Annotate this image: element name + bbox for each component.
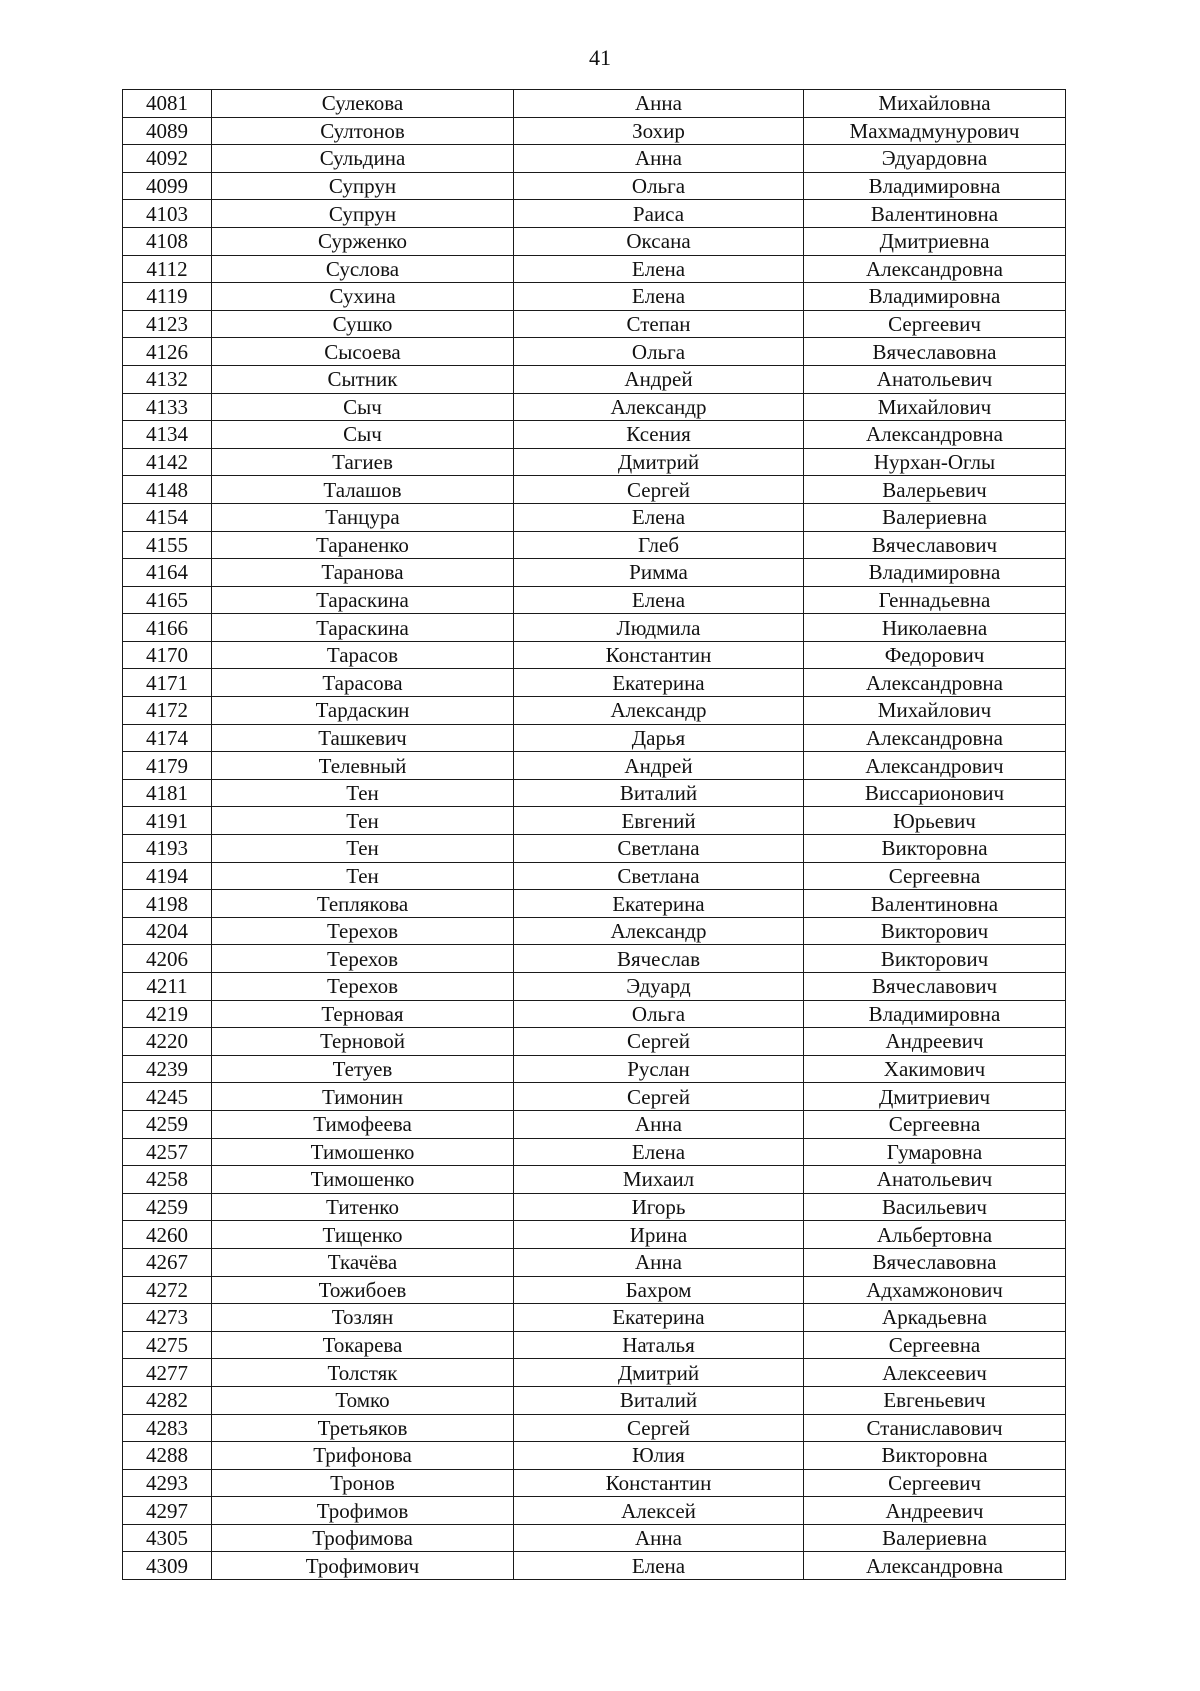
patronymic-cell: Вячеславович	[804, 973, 1066, 1001]
patronymic-cell: Андреевич	[804, 1028, 1066, 1056]
table-row	[123, 476, 1066, 504]
first-name-cell: Елена	[514, 1138, 804, 1166]
record-number-cell: 4288	[123, 1442, 212, 1470]
last-name-cell: Терновой	[212, 1028, 514, 1056]
last-name-cell: Танцура	[212, 503, 514, 531]
last-name-cell: Терехов	[212, 917, 514, 945]
record-number-cell: 4089	[123, 117, 212, 145]
table-row	[123, 724, 1066, 752]
record-number-cell: 4165	[123, 586, 212, 614]
table-row	[123, 145, 1066, 173]
first-name-cell: Зохир	[514, 117, 804, 145]
last-name-cell: Тардаскин	[212, 697, 514, 725]
table-row	[123, 1055, 1066, 1083]
table-row	[123, 283, 1066, 311]
patronymic-cell: Александровна	[804, 669, 1066, 697]
record-number-cell: 4193	[123, 835, 212, 863]
patronymic-cell: Викторович	[804, 917, 1066, 945]
last-name-cell: Третьяков	[212, 1414, 514, 1442]
patronymic-cell: Вячеславовна	[804, 338, 1066, 366]
record-number-cell: 4166	[123, 614, 212, 642]
patronymic-cell: Анатольевич	[804, 1166, 1066, 1194]
first-name-cell: Игорь	[514, 1193, 804, 1221]
patronymic-cell: Сергеевна	[804, 1110, 1066, 1138]
patronymic-cell: Алексеевич	[804, 1359, 1066, 1387]
first-name-cell: Сергей	[514, 1414, 804, 1442]
last-name-cell: Супрун	[212, 200, 514, 228]
record-number-cell: 4164	[123, 559, 212, 587]
patronymic-cell: Альбертовна	[804, 1221, 1066, 1249]
last-name-cell: Тимошенко	[212, 1166, 514, 1194]
patronymic-cell: Геннадьевна	[804, 586, 1066, 614]
record-number-cell: 4259	[123, 1110, 212, 1138]
first-name-cell: Михаил	[514, 1166, 804, 1194]
patronymic-cell: Гумаровна	[804, 1138, 1066, 1166]
patronymic-cell: Юрьевич	[804, 807, 1066, 835]
patronymic-cell: Валерьевич	[804, 476, 1066, 504]
first-name-cell: Анна	[514, 1524, 804, 1552]
table-row	[123, 421, 1066, 449]
record-number-cell: 4219	[123, 1000, 212, 1028]
table-row	[123, 917, 1066, 945]
first-name-cell: Алексей	[514, 1497, 804, 1525]
table-row	[123, 1442, 1066, 1470]
first-name-cell: Анна	[514, 90, 804, 118]
record-number-cell: 4245	[123, 1083, 212, 1111]
first-name-cell: Константин	[514, 641, 804, 669]
first-name-cell: Елена	[514, 1552, 804, 1580]
patronymic-cell: Александровна	[804, 724, 1066, 752]
first-name-cell: Анна	[514, 145, 804, 173]
first-name-cell: Екатерина	[514, 1304, 804, 1332]
patronymic-cell: Виссарионович	[804, 779, 1066, 807]
patronymic-cell: Эдуардовна	[804, 145, 1066, 173]
last-name-cell: Терновая	[212, 1000, 514, 1028]
table-row	[123, 1166, 1066, 1194]
table-row	[123, 862, 1066, 890]
last-name-cell: Трифонова	[212, 1442, 514, 1470]
first-name-cell: Александр	[514, 393, 804, 421]
patronymic-cell: Дмитриевич	[804, 1083, 1066, 1111]
record-number-cell: 4154	[123, 503, 212, 531]
first-name-cell: Сергей	[514, 476, 804, 504]
last-name-cell: Токарева	[212, 1331, 514, 1359]
table-row	[123, 752, 1066, 780]
last-name-cell: Супрун	[212, 172, 514, 200]
table-row	[123, 559, 1066, 587]
table-row	[123, 1000, 1066, 1028]
record-number-cell: 4133	[123, 393, 212, 421]
table-row	[123, 586, 1066, 614]
first-name-cell: Анна	[514, 1110, 804, 1138]
first-name-cell: Руслан	[514, 1055, 804, 1083]
first-name-cell: Екатерина	[514, 890, 804, 918]
table-row	[123, 448, 1066, 476]
record-number-cell: 4171	[123, 669, 212, 697]
patronymic-cell: Аркадьевна	[804, 1304, 1066, 1332]
last-name-cell: Тимофеева	[212, 1110, 514, 1138]
patronymic-cell: Михайлович	[804, 393, 1066, 421]
record-number-cell: 4257	[123, 1138, 212, 1166]
page-number: 41	[589, 45, 611, 70]
last-name-cell: Трофимов	[212, 1497, 514, 1525]
last-name-cell: Тараненко	[212, 531, 514, 559]
table-row	[123, 310, 1066, 338]
table-row	[123, 973, 1066, 1001]
table-row	[123, 1083, 1066, 1111]
table-row	[123, 614, 1066, 642]
patronymic-cell: Михайлович	[804, 697, 1066, 725]
table-row	[123, 1469, 1066, 1497]
first-name-cell: Елена	[514, 503, 804, 531]
record-number-cell: 4174	[123, 724, 212, 752]
table-row	[123, 890, 1066, 918]
last-name-cell: Тимонин	[212, 1083, 514, 1111]
first-name-cell: Сергей	[514, 1028, 804, 1056]
first-name-cell: Ольга	[514, 338, 804, 366]
record-number-cell: 4170	[123, 641, 212, 669]
first-name-cell: Андрей	[514, 365, 804, 393]
last-name-cell: Суслова	[212, 255, 514, 283]
patronymic-cell: Владимировна	[804, 559, 1066, 587]
last-name-cell: Тараскина	[212, 614, 514, 642]
patronymic-cell: Сергеевна	[804, 1331, 1066, 1359]
table-row	[123, 1138, 1066, 1166]
last-name-cell: Тагиев	[212, 448, 514, 476]
record-number-cell: 4099	[123, 172, 212, 200]
patronymic-cell: Александровна	[804, 255, 1066, 283]
first-name-cell: Степан	[514, 310, 804, 338]
patronymic-cell: Сергеевич	[804, 1469, 1066, 1497]
patronymic-cell: Валентиновна	[804, 200, 1066, 228]
record-number-cell: 4198	[123, 890, 212, 918]
record-number-cell: 4123	[123, 310, 212, 338]
record-number-cell: 4155	[123, 531, 212, 559]
record-number-cell: 4267	[123, 1248, 212, 1276]
record-number-cell: 4081	[123, 90, 212, 118]
record-number-cell: 4126	[123, 338, 212, 366]
first-name-cell: Евгений	[514, 807, 804, 835]
record-number-cell: 4181	[123, 779, 212, 807]
names-table-body	[123, 90, 1066, 1580]
patronymic-cell: Валериевна	[804, 1524, 1066, 1552]
table-row	[123, 503, 1066, 531]
table-row	[123, 90, 1066, 118]
first-name-cell: Вячеслав	[514, 945, 804, 973]
patronymic-cell: Андреевич	[804, 1497, 1066, 1525]
last-name-cell: Тен	[212, 807, 514, 835]
table-row	[123, 1110, 1066, 1138]
last-name-cell: Трофимова	[212, 1524, 514, 1552]
table-row	[123, 1028, 1066, 1056]
last-name-cell: Сыч	[212, 393, 514, 421]
last-name-cell: Тронов	[212, 1469, 514, 1497]
record-number-cell: 4108	[123, 227, 212, 255]
patronymic-cell: Александрович	[804, 752, 1066, 780]
first-name-cell: Юлия	[514, 1442, 804, 1470]
first-name-cell: Александр	[514, 697, 804, 725]
first-name-cell: Эдуард	[514, 973, 804, 1001]
table-row	[123, 697, 1066, 725]
patronymic-cell: Викторовна	[804, 1442, 1066, 1470]
record-number-cell: 4194	[123, 862, 212, 890]
patronymic-cell: Александровна	[804, 421, 1066, 449]
patronymic-cell: Хакимович	[804, 1055, 1066, 1083]
patronymic-cell: Махмадмунурович	[804, 117, 1066, 145]
last-name-cell: Тен	[212, 862, 514, 890]
patronymic-cell: Нурхан-Оглы	[804, 448, 1066, 476]
record-number-cell: 4293	[123, 1469, 212, 1497]
table-row	[123, 1524, 1066, 1552]
record-number-cell: 4275	[123, 1331, 212, 1359]
last-name-cell: Сулекова	[212, 90, 514, 118]
record-number-cell: 4103	[123, 200, 212, 228]
table-row	[123, 1193, 1066, 1221]
record-number-cell: 4132	[123, 365, 212, 393]
table-row	[123, 1497, 1066, 1525]
last-name-cell: Сурженко	[212, 227, 514, 255]
last-name-cell: Тимошенко	[212, 1138, 514, 1166]
record-number-cell: 4148	[123, 476, 212, 504]
patronymic-cell: Сергеевна	[804, 862, 1066, 890]
last-name-cell: Сульдина	[212, 145, 514, 173]
patronymic-cell: Федорович	[804, 641, 1066, 669]
table-row	[123, 117, 1066, 145]
record-number-cell: 4119	[123, 283, 212, 311]
table-row	[123, 1331, 1066, 1359]
last-name-cell: Тен	[212, 835, 514, 863]
table-row	[123, 779, 1066, 807]
last-name-cell: Терехов	[212, 945, 514, 973]
first-name-cell: Дмитрий	[514, 1359, 804, 1387]
last-name-cell: Тарасов	[212, 641, 514, 669]
patronymic-cell: Николаевна	[804, 614, 1066, 642]
record-number-cell: 4211	[123, 973, 212, 1001]
table-row	[123, 1221, 1066, 1249]
table-row	[123, 200, 1066, 228]
last-name-cell: Сысоева	[212, 338, 514, 366]
first-name-cell: Елена	[514, 586, 804, 614]
last-name-cell: Титенко	[212, 1193, 514, 1221]
patronymic-cell: Валериевна	[804, 503, 1066, 531]
record-number-cell: 4092	[123, 145, 212, 173]
first-name-cell: Ирина	[514, 1221, 804, 1249]
first-name-cell: Елена	[514, 255, 804, 283]
record-number-cell: 4309	[123, 1552, 212, 1580]
record-number-cell: 4260	[123, 1221, 212, 1249]
record-number-cell: 4283	[123, 1414, 212, 1442]
first-name-cell: Виталий	[514, 1386, 804, 1414]
last-name-cell: Сухина	[212, 283, 514, 311]
first-name-cell: Ольга	[514, 1000, 804, 1028]
last-name-cell: Толстяк	[212, 1359, 514, 1387]
last-name-cell: Телевный	[212, 752, 514, 780]
table-row	[123, 1248, 1066, 1276]
patronymic-cell: Валентиновна	[804, 890, 1066, 918]
table-row	[123, 1276, 1066, 1304]
last-name-cell: Султонов	[212, 117, 514, 145]
first-name-cell: Александр	[514, 917, 804, 945]
first-name-cell: Римма	[514, 559, 804, 587]
first-name-cell: Светлана	[514, 835, 804, 863]
patronymic-cell: Викторович	[804, 945, 1066, 973]
last-name-cell: Талашов	[212, 476, 514, 504]
table-row	[123, 255, 1066, 283]
table-row	[123, 172, 1066, 200]
table-row	[123, 531, 1066, 559]
record-number-cell: 4282	[123, 1386, 212, 1414]
record-number-cell: 4112	[123, 255, 212, 283]
record-number-cell: 4134	[123, 421, 212, 449]
patronymic-cell: Вячеславовна	[804, 1248, 1066, 1276]
patronymic-cell: Адхамжонович	[804, 1276, 1066, 1304]
record-number-cell: 4239	[123, 1055, 212, 1083]
record-number-cell: 4220	[123, 1028, 212, 1056]
last-name-cell: Тозлян	[212, 1304, 514, 1332]
table-row	[123, 393, 1066, 421]
table-row	[123, 669, 1066, 697]
patronymic-cell: Вячеславович	[804, 531, 1066, 559]
patronymic-cell: Станиславович	[804, 1414, 1066, 1442]
last-name-cell: Ткачёва	[212, 1248, 514, 1276]
table-row	[123, 945, 1066, 973]
first-name-cell: Екатерина	[514, 669, 804, 697]
patronymic-cell: Сергеевич	[804, 310, 1066, 338]
table-row	[123, 1552, 1066, 1580]
first-name-cell: Андрей	[514, 752, 804, 780]
first-name-cell: Оксана	[514, 227, 804, 255]
patronymic-cell: Викторовна	[804, 835, 1066, 863]
table-row	[123, 807, 1066, 835]
last-name-cell: Сушко	[212, 310, 514, 338]
first-name-cell: Елена	[514, 283, 804, 311]
last-name-cell: Таранова	[212, 559, 514, 587]
first-name-cell: Наталья	[514, 1331, 804, 1359]
first-name-cell: Анна	[514, 1248, 804, 1276]
patronymic-cell: Васильевич	[804, 1193, 1066, 1221]
patronymic-cell: Анатольевич	[804, 365, 1066, 393]
first-name-cell: Виталий	[514, 779, 804, 807]
first-name-cell: Раиса	[514, 200, 804, 228]
first-name-cell: Людмила	[514, 614, 804, 642]
record-number-cell: 4273	[123, 1304, 212, 1332]
first-name-cell: Ольга	[514, 172, 804, 200]
table-row	[123, 1359, 1066, 1387]
record-number-cell: 4206	[123, 945, 212, 973]
table-row	[123, 1304, 1066, 1332]
last-name-cell: Сытник	[212, 365, 514, 393]
last-name-cell: Тарасова	[212, 669, 514, 697]
patronymic-cell: Александровна	[804, 1552, 1066, 1580]
first-name-cell: Глеб	[514, 531, 804, 559]
table-row	[123, 338, 1066, 366]
first-name-cell: Дмитрий	[514, 448, 804, 476]
patronymic-cell: Владимировна	[804, 1000, 1066, 1028]
record-number-cell: 4272	[123, 1276, 212, 1304]
last-name-cell: Тожибоев	[212, 1276, 514, 1304]
record-number-cell: 4142	[123, 448, 212, 476]
record-number-cell: 4305	[123, 1524, 212, 1552]
record-number-cell: 4297	[123, 1497, 212, 1525]
table-row	[123, 1414, 1066, 1442]
patronymic-cell: Владимировна	[804, 283, 1066, 311]
last-name-cell: Теплякова	[212, 890, 514, 918]
patronymic-cell: Евгеньевич	[804, 1386, 1066, 1414]
last-name-cell: Тараскина	[212, 586, 514, 614]
record-number-cell: 4179	[123, 752, 212, 780]
names-table	[122, 89, 1066, 1580]
last-name-cell: Тетуев	[212, 1055, 514, 1083]
table-row	[123, 1386, 1066, 1414]
first-name-cell: Константин	[514, 1469, 804, 1497]
patronymic-cell: Дмитриевна	[804, 227, 1066, 255]
first-name-cell: Сергей	[514, 1083, 804, 1111]
first-name-cell: Светлана	[514, 862, 804, 890]
last-name-cell: Томко	[212, 1386, 514, 1414]
record-number-cell: 4191	[123, 807, 212, 835]
last-name-cell: Трофимович	[212, 1552, 514, 1580]
first-name-cell: Ксения	[514, 421, 804, 449]
record-number-cell: 4258	[123, 1166, 212, 1194]
table-row	[123, 641, 1066, 669]
record-number-cell: 4204	[123, 917, 212, 945]
last-name-cell: Тищенко	[212, 1221, 514, 1249]
first-name-cell: Бахром	[514, 1276, 804, 1304]
table-row	[123, 227, 1066, 255]
patronymic-cell: Владимировна	[804, 172, 1066, 200]
record-number-cell: 4172	[123, 697, 212, 725]
last-name-cell: Терехов	[212, 973, 514, 1001]
table-row	[123, 835, 1066, 863]
record-number-cell: 4259	[123, 1193, 212, 1221]
patronymic-cell: Михайловна	[804, 90, 1066, 118]
table-row	[123, 365, 1066, 393]
record-number-cell: 4277	[123, 1359, 212, 1387]
last-name-cell: Ташкевич	[212, 724, 514, 752]
last-name-cell: Тен	[212, 779, 514, 807]
last-name-cell: Сыч	[212, 421, 514, 449]
first-name-cell: Дарья	[514, 724, 804, 752]
